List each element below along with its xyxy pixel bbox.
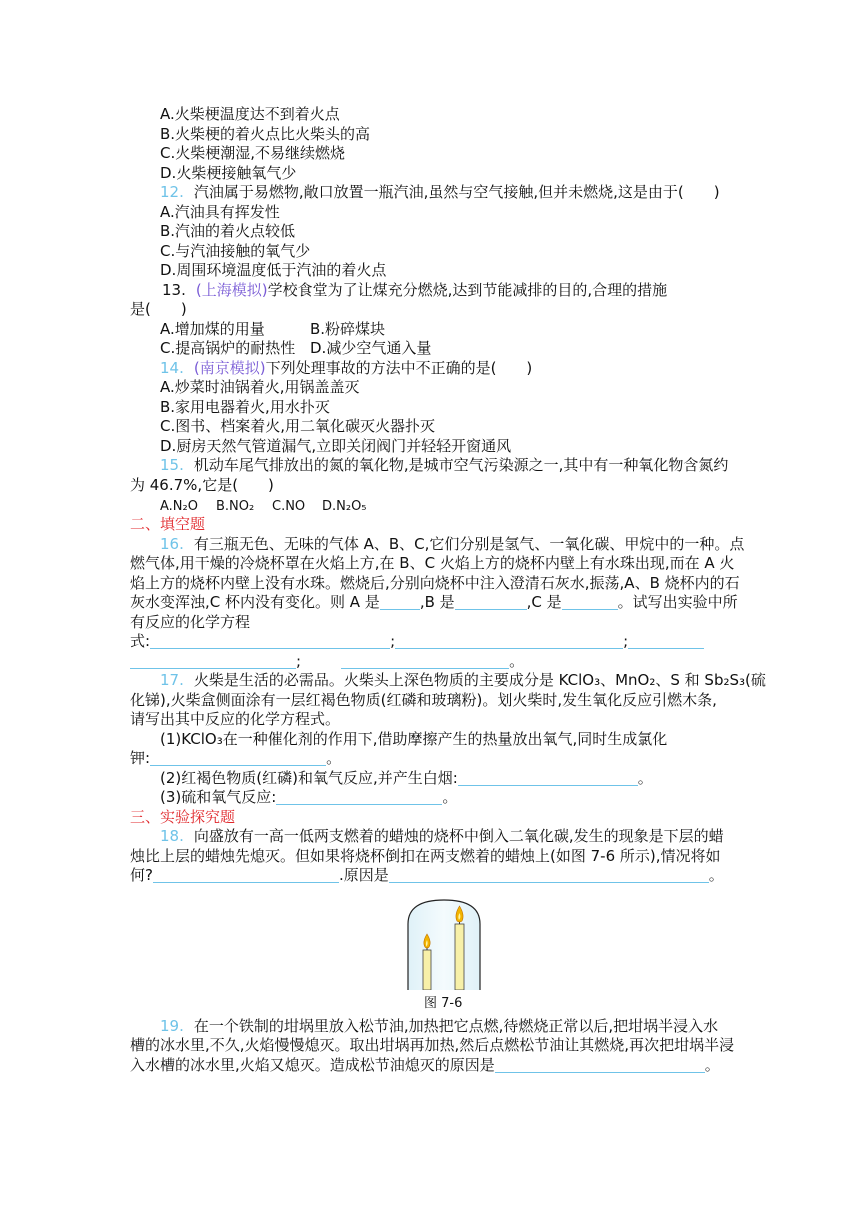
q17-number: 17. [160, 671, 184, 689]
q16-line5: 有反应的化学方程 [130, 613, 251, 631]
q16-end: 。 [509, 652, 525, 670]
q13-stem-cont: 是( ) [130, 300, 187, 318]
q17-end-3: 。 [442, 788, 458, 806]
q16-line3: 焰上方的烧杯内壁上没有水珠。燃烧后,分别向烧杯中注入澄清石灰水,振荡,A、B 烧杯内的石 [130, 574, 740, 592]
q16-line6-label: 式: [130, 632, 151, 650]
q17-part3 [160, 788, 457, 807]
candles-under-beaker-figure [404, 898, 484, 990]
q16-equation-blank-4[interactable] [341, 654, 509, 669]
q16-text-4: 灰水变浑浊,C 杯内没有变化。则 A 是 [130, 593, 380, 611]
q17-line2: 化锑),火柴盒侧面涂有一层红褐色物质(红磷和玻璃粉)。划火柴时,发生氧化反应引燃木条, [130, 691, 717, 709]
q15-option-d: D.N₂O₅ [322, 499, 367, 514]
q16-line7 [130, 652, 524, 671]
q12-stem [160, 183, 720, 202]
q16-line2: 燃气体,用干燥的冷烧杯罩在火焰上方,在 B、C 火焰上方的烧杯内壁上有水珠出现,而在 A 火 [130, 554, 735, 572]
q19-blank[interactable] [495, 1058, 705, 1073]
q13-options-row2 [160, 339, 431, 358]
q12-option-b: B.汽油的着火点较低 [160, 222, 296, 240]
q14-option-c: C.图书、档案着火,用二氧化碳灭火器扑灭 [160, 417, 436, 435]
q17-part1-cont [130, 749, 341, 768]
q18-number: 18. [160, 827, 184, 845]
q18-line3 [130, 866, 724, 885]
q17-text-1: 火柴是生活的必需品。火柴头上深色物质的主要成分是 KClO₃、MnO₂、S 和 Sb₂S₃(硫 [193, 671, 766, 689]
q16-blank-c[interactable] [562, 595, 618, 610]
q18-end: 。 [708, 866, 724, 884]
q16-semicolon-2: ; [623, 632, 629, 650]
q16-line6 [130, 632, 704, 651]
q13-option-d: D.减少空气通入量 [310, 339, 432, 357]
q18-line3-start: 何? [130, 866, 153, 884]
q13-stem [162, 281, 667, 300]
q15-stem-cont: 为 46.7%,它是( ) [130, 476, 274, 494]
q13-option-a: A.增加煤的用量 [160, 320, 265, 338]
q16-equation-blank-2[interactable] [395, 634, 623, 649]
q14-option-d: D.厨房天然气管道漏气,立即关闭阀门并轻轻开窗通风 [160, 437, 512, 455]
q18-blank-1[interactable] [153, 868, 339, 883]
q17-blank-3[interactable] [276, 790, 442, 805]
q15-option-a: A.N₂O [160, 499, 198, 514]
q16-line1 [160, 535, 744, 554]
q14-option-a: A.炒菜时油锅着火,用锅盖盖灭 [160, 378, 360, 396]
q15-text: 机动车尾气排放出的氮的氧化物,是城市空气污染源之一,其中有一种氧化物含氮约 [193, 456, 729, 474]
q19-end: 。 [704, 1056, 720, 1074]
q13-option-b: B.粉碎煤块 [310, 320, 386, 338]
q15-option-b: B.NO₂ [216, 499, 255, 514]
q11-option-a: A.火柴梗温度达不到着火点 [160, 105, 340, 123]
q17-part1-label: 钾: [130, 749, 151, 767]
q19-line2: 槽的冰水里,不久,火焰慢慢熄灭。取出坩埚再加热,然后点燃松节油让其燃烧,再次把坩埚半浸 [130, 1036, 735, 1054]
q19-text-1: 在一个铁制的坩埚里放入松节油,加热把它点燃,待燃烧正常以后,把坩埚半浸入水 [193, 1017, 719, 1035]
q14-source: (南京模拟) [193, 359, 266, 377]
q16-semicolon-1: ; [390, 632, 396, 650]
q16-b-label: ,B 是 [419, 593, 455, 611]
q16-blank-a[interactable] [380, 595, 420, 610]
q18-line1 [160, 827, 724, 846]
q19-text-3: 入水槽的冰水里,火焰又熄灭。造成松节油熄灭的原因是 [130, 1056, 495, 1074]
q16-equation-blank-3b[interactable] [130, 654, 296, 669]
q15-stem [160, 456, 728, 475]
q14-number: 14. [160, 359, 184, 377]
q16-equation-blank-1[interactable] [150, 634, 390, 649]
q16-c-label: ,C 是 [526, 593, 562, 611]
q13-options-row1 [160, 320, 385, 339]
q15-number: 15. [160, 456, 184, 474]
q17-line3: 请写出其中反应的化学方程式。 [130, 710, 341, 728]
q17-end-2: 。 [637, 769, 653, 787]
q11-option-d: D.火柴梗接触氧气少 [160, 164, 297, 182]
section-experiment-heading: 三、实验探究题 [130, 808, 236, 826]
q16-number: 16. [160, 535, 184, 553]
q17-blank-1[interactable] [150, 751, 326, 766]
q18-text-1: 向盛放有一高一低两支燃着的蜡烛的烧杯中倒入二氧化碳,发生的现象是下层的蜡 [193, 827, 724, 845]
q16-tail: 。试写出实验中所 [617, 593, 738, 611]
q16-semicolon-3: ; [296, 652, 302, 670]
q19-number: 19. [160, 1017, 184, 1035]
q16-blank-b[interactable] [455, 595, 527, 610]
q18-blank-2[interactable] [389, 868, 709, 883]
q14-stem [160, 359, 532, 378]
q13-option-c: C.提高锅炉的耐热性 [160, 339, 296, 357]
q14-option-b: B.家用电器着火,用水扑灭 [160, 398, 330, 416]
q17-part2-text: (2)红褐色物质(红磷)和氧气反应,并产生白烟: [160, 769, 458, 787]
q15-options [160, 497, 367, 516]
q17-line1 [160, 671, 766, 690]
q13-source: (上海模拟) [195, 281, 268, 299]
q19-line3 [130, 1056, 720, 1075]
q13-text: 学校食堂为了让煤充分燃烧,达到节能减排的目的,合理的措施 [267, 281, 668, 299]
q12-option-d: D.周围环境温度低于汽油的着火点 [160, 261, 387, 279]
q18-reason-label: .原因是 [338, 866, 389, 884]
q12-text: 汽油属于易燃物,敞口放置一瓶汽油,虽然与空气接触,但并未燃烧,这是由于( ) [193, 183, 720, 201]
short-candle [423, 950, 431, 990]
tall-candle [455, 924, 464, 990]
q11-option-b: B.火柴梗的着火点比火柴头的高 [160, 125, 371, 143]
beaker-outline [408, 900, 480, 990]
q16-equation-blank-3a[interactable] [628, 634, 704, 649]
q17-part3-text: (3)硫和氧气反应: [160, 788, 277, 806]
q12-option-a: A.汽油具有挥发性 [160, 203, 280, 221]
q13-number: 13. [162, 281, 186, 299]
q17-part1: (1)KClO₃在一种催化剂的作用下,借助摩擦产生的热量放出氧气,同时生成氯化 [160, 730, 668, 748]
q11-option-c: C.火柴梗潮湿,不易继续燃烧 [160, 144, 346, 162]
q19-line1 [160, 1017, 718, 1036]
q17-blank-2[interactable] [458, 771, 638, 786]
figure-caption: 图 7-6 [424, 996, 463, 1011]
q16-text-1: 有三瓶无色、无味的气体 A、B、C,它们分别是氢气、一氧化碳、甲烷中的一种。点 [193, 535, 745, 553]
q15-option-c: C.NO [272, 499, 306, 514]
q17-end-1: 。 [326, 749, 342, 767]
q14-text: 下列处理事故的方法中不正确的是( ) [265, 359, 533, 377]
q12-option-c: C.与汽油接触的氧气少 [160, 242, 311, 260]
q17-part2 [160, 769, 653, 788]
q16-line4 [130, 593, 738, 612]
section-fill-in-heading: 二、填空题 [130, 515, 206, 533]
q12-number: 12. [160, 183, 184, 201]
q18-line2: 烛比上层的蜡烛先熄灭。但如果将烧杯倒扣在两支燃着的蜡烛上(如图 7-6 所示),情况将如 [130, 847, 721, 865]
